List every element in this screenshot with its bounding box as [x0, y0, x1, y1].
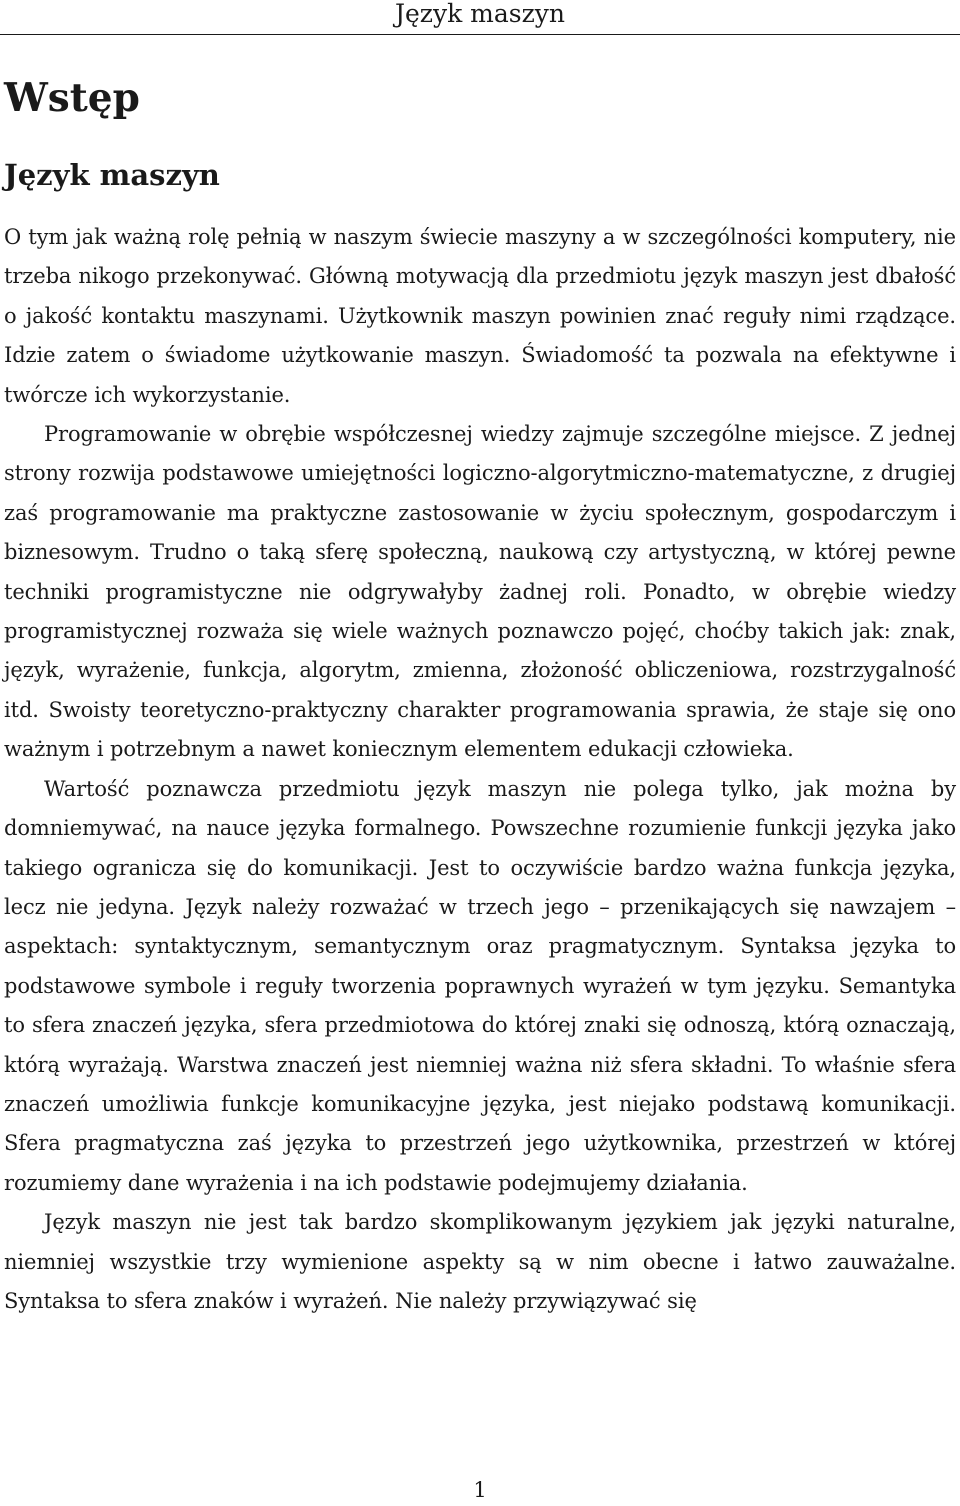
header-rule	[0, 34, 960, 35]
body-text	[4, 218, 956, 1321]
paragraph-2: Programowanie w obrębie współczesnej wiedzy zajmuje szczególne miejsce. Z jednej strony rozwija podstawowe umiejętności logiczno-algorytmiczno-matematyczne, z drugiej zaś programowanie ma praktyczne zastosowanie w życiu społecznym, gospodarczym i biznesowym. Trudno o taką sferę społeczną, naukową czy artystyczną, w której pewne techniki programistyczne nie odgrywałyby żadnej roli. Ponadto, w obrębie wiedzy programistycznej rozważa się wiele ważnych poznawczo pojęć, choćby takich jak: znak, język, wyrażenie, funkcja, algorytm, zmienna, złożoność obliczeniowa, rozstrzygalność itd. Swoisty teoretyczno-praktyczny charakter programowania sprawia, że staje się ono ważnym i potrzebnym a nawet koniecznym elementem edukacji człowieka.	[4, 422, 956, 762]
paragraph-3: Wartość poznawcza przedmiotu język maszyn nie polega tylko, jak można by domniemywać, na nauce języka formalnego. Powszechne rozumienie funkcji języka jako takiego ogranicza się do komunikacji. Jest to oczywiście bardzo ważna funkcja języka, lecz nie jedyna. Język należy rozważać w trzech jego – przenikających się nawzajem – aspektach: syntaktycznym, semantycznym oraz pragmatycznym. Syntaksa języka to podstawowe symbole i reguły tworzenia poprawnych wyrażeń w tym języku. Semantyka to sfera znaczeń języka, sfera przedmiotowa do której znaki się odnoszą, którą oznaczają, którą wyrażają. Warstwa znaczeń jest niemniej ważna niż sfera składni. To właśnie sfera znaczeń umożliwia funkcje komunikacyjne języka, jest niejako podstawą komunikacji. Sfera pragmatyczna zaś języka to przestrzeń jego użytkownika, przestrzeń w której rozumiemy dane wyrażenia i na ich podstawie podejmujemy działania.	[4, 776, 956, 1195]
section-title: Język maszyn	[4, 158, 220, 192]
paragraph-1: O tym jak ważną rolę pełnią w naszym świecie maszyny a w szczególności komputery, nie trzeba nikogo przekonywać. Główną motywacją dla przedmiotu język maszyn jest dbałość o jakość kontaktu maszynami. Użytkownik maszyn powinien znać reguły nimi rządzące. Idzie zatem o świadome użytkowanie maszyn. Świadomość ta pozwala na efektywne i twórcze ich wykorzystanie.	[4, 225, 956, 407]
running-header: Język maszyn	[394, 0, 566, 28]
chapter-title: Wstęp	[4, 75, 140, 121]
page-number: 1	[473, 1478, 487, 1502]
paragraph-4: Język maszyn nie jest tak bardzo skomplikowanym językiem jak języki naturalne, niemniej wszystkie trzy wymienione aspekty są w nim obecne i łatwo zauważalne. Syntaksa to sfera znaków i wyrażeń. Nie należy przywiązywać się	[4, 1210, 956, 1313]
